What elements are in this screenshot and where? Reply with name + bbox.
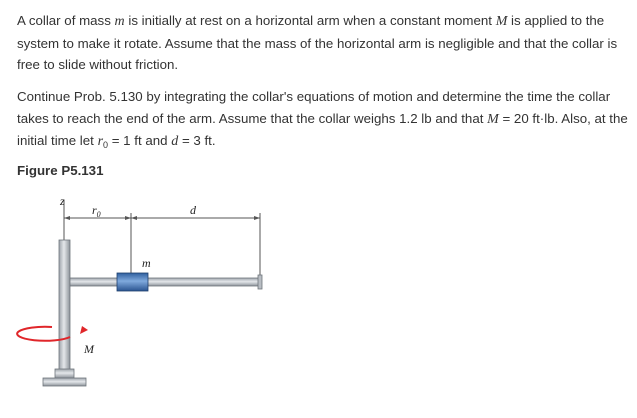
d-label: d: [190, 203, 196, 217]
problem-statement-paragraph: A collar of mass m is initially at rest on a horizontal arm when a constant moment M is applied to the system to make it rotate. Assume that the mass of the horizontal arm is negligible and that the collar is free to slide without friction.: [17, 13, 618, 72]
vertical-shaft: [59, 240, 70, 376]
mass-label: m: [142, 256, 151, 270]
dimension-arrowhead-4: [254, 216, 260, 220]
dimension-arrowhead-2: [125, 216, 131, 220]
z-axis-label: z: [60, 194, 65, 208]
moment-arrowhead: [80, 326, 88, 334]
r0-label: $r_0$: [92, 203, 101, 219]
base-plate: [43, 378, 86, 386]
collar: [117, 273, 148, 291]
arm-end-cap: [258, 275, 262, 289]
dimension-arrowhead-3: [131, 216, 137, 220]
horizontal-arm: [70, 278, 260, 286]
figure-title: Figure P5.131: [17, 163, 104, 178]
problem-task-paragraph: Continue Prob. 5.130 by integrating the collar's equations of motion and determine the time the collar takes to reach the end of the arm. Assume that the collar weighs 1.2 lb and that M = 20 ft·lb. Also, at the initial time let $r_0 = 1$ ft and d = 3 ft.: [17, 89, 628, 150]
collar-arm-figure: [0, 185, 300, 400]
base-collar: [55, 369, 74, 378]
moment-label: M: [84, 342, 94, 356]
dimension-arrowhead-1: [64, 216, 70, 220]
